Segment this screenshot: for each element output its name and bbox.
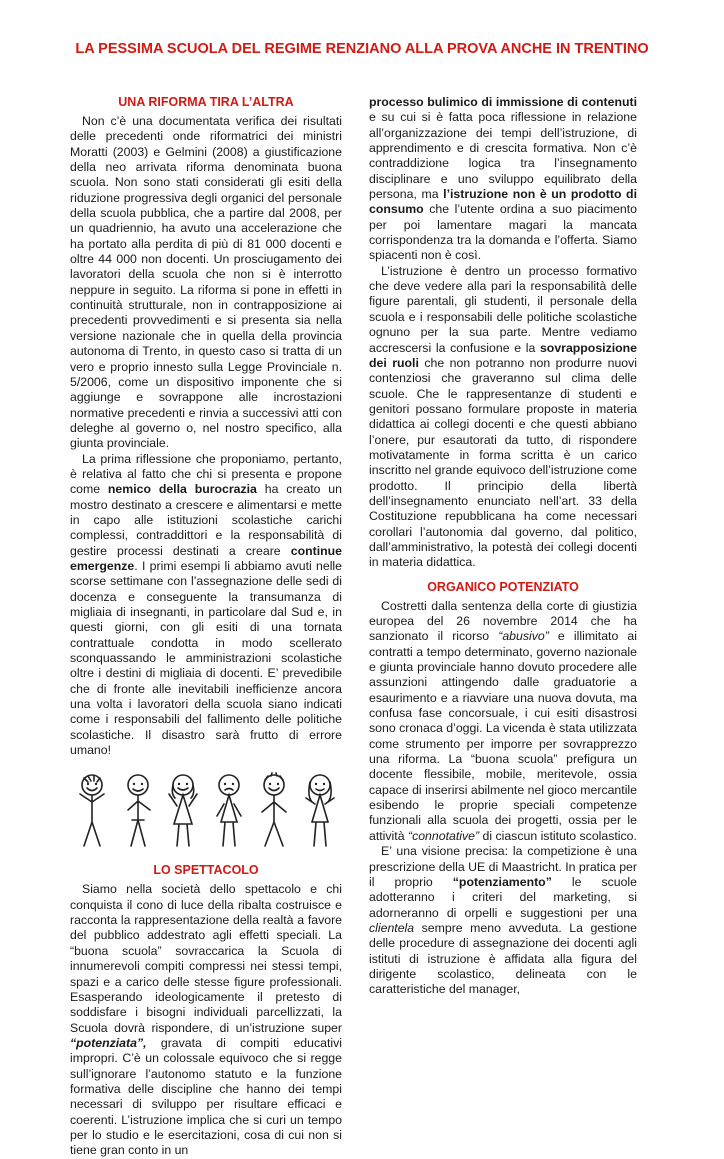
right-column xyxy=(369,95,637,998)
section-heading-riforma: UNA RIFORMA TIRA L’ALTRA xyxy=(118,95,294,109)
page-title: LA PESSIMA SCUOLA DEL REGIME RENZIANO ALLA PROVA ANCHE IN TRENTINO xyxy=(75,41,649,57)
kid-6 xyxy=(302,772,338,850)
kid-4 xyxy=(211,772,247,850)
kid-2 xyxy=(120,772,156,850)
stick-figure-children-icon xyxy=(70,772,342,852)
section-heading-spettacolo: LO SPETTACOLO xyxy=(153,863,259,878)
paragraph: La prima riflessione che proponiamo, pertanto, è relativa al fatto che chi si presenta e propone come nemico della burocrazia ha creato un mostro destinato a crescere e alimentarsi e mette in capo alle istituzioni scolastiche carichi complessi, contraddittori e la responsabilità di gestire processi destinati a creare continue emergenze. I primi esempi li abbiamo avuti nelle scorse settimane con l’assegnazione delle sedi di docenza e conseguente la transumanza di migliaia di insegnanti, in particolare dal Sud e, in questi giorni, con gli esiti di una tornata contrattuale condotta in modo scellerato sconquassando le amministrazioni scolastiche oltre i destini di migliaia di docenti. E’ prevedibile che di fronte alle inevitabili inefficienze ancora una volta i lavoratori della scuola siano indicati come i responsabili del fallimento delle politiche scolastiche. Il disastro sarà frutto di errore umano! xyxy=(70,451,342,758)
left-column xyxy=(70,94,342,1159)
kid-1 xyxy=(74,772,110,850)
section-heading-organico: ORGANICO POTENZIATO xyxy=(427,579,579,594)
kid-5 xyxy=(256,772,292,850)
paragraph: processo bulimico di immissione di contenuti e su cui si è fatta poca riflessione in relazione all’organizzazione dei tempi dell’istruzione, di apprendimento e di crescita formativa. Non c’è contraddizione logica tra l’insegnamento disciplinare e uno sviluppo equilibrato della persona, ma l’istruzione non è un prodotto di consumo che l’utente ordina a suo piacimento per poi lamentare magari la mancata corrispondenza tra la domanda e l’offerta. Siamo spiacenti non è così. xyxy=(369,95,637,263)
paragraph: Siamo nella società dello spettacolo e chi conquista il cono di luce della ribalta costruisce e racconta la rappresentazione della realtà a favore del pubblico addestrato agli effetti speciali. La “buona scuola” sovraccarica la Scuola di innumerevoli compiti compressi nei stessi tempi, spazi e a carico delle stesse figure professionali. Esasperando ideologicamente il pretesto di soddisfare i bisogni individuali parcellizzati, la Scuola dovrà rispondere, di un’istruzione super “potenziata”, gravata di compiti educativi impropri. C’è un colossale equivoco che si regge sull’ignorare l’autonomo statuto e la funzione formativa delle discipline che hanno dei tempi necessari di sviluppo per risultare efficaci e coerenti. L’istruzione implica che si curi un tempo per lo studio e le esercitazioni, cosa di cui non si tiene gran conto in un xyxy=(70,882,342,1158)
paragraph: E’ una visione precisa: la competizione è una prescrizione della UE di Maastricht. In pratica per il proprio “potenziamento” le scuole adotteranno i criteri del marketing, si adorneranno di orpelli e suggestioni per una clientela sempre meno avveduta. La gestione delle procedure di assegnazione dei docenti agli istituti di istruzione è affidata alla figura del dirigente scolastico, delineata con le caratteristiche del manager, xyxy=(369,844,637,997)
paragraph: L’istruzione è dentro un processo formativo che deve vedere alla pari la responsabilità delle figure parentali, gli studenti, il personale della scuola e i responsabili delle politiche scolastiche ognuno per la sua parte. Mentre vediamo accrescersi la confusione e la sovrapposizione dei ruoli che non potranno non produrre nuovi contenziosi che graveranno sul clima delle scuole. Che le rappresentanze di studenti e genitori possano formulare proposte in materia didattica ai collegi docenti e che questi abbiano l’onere, pur esautorati da tutto, di rispondere motivatamente in forma scritta è un carico inscritto nel grande equivoco dell’istruzione come prodotto. Il principio della libertà dell’insegnamento enunciato nell’art. 33 della Costituzione repubblicana ha come necessari corollari l’autonomia dal governo, dal politico, dall’amministrativo, la potestà dei collegi docenti in materia didattica. xyxy=(369,263,638,570)
paragraph: Non c’è una documentata verifica dei risultati delle precedenti onde riformatrici dei ministri Moratti (2003) e Gelmini (2008) a giustificazione della neo arrivata riforma denominata buona scuola. Non sono stati considerati gli esiti della riduzione progressiva degli organici del personale della scuola pubblica, che a partire dal 2008, per un quadriennio, ha avuto una accelerazione che ha portato alla perdita di più di 81 000 docenti e oltre 44 000 non docenti. Un prosciugamento dei lavoratori della scuola che non si è interrotto neppure in seguito. La riforma si pone in effetti in continuità strutturale, non in contrapposizione ai precedenti provvedimenti e si presenta sia nella versione nazionale che in quella della provincia autonoma di Trento, in questo caso si tratta di un vero e proprio innesto sulla Legge Provinciale n. 5/2006, come un dispositivo imponente che si aggiunge e sovrappone alle incrostazioni normative precedenti e rinvia a successivi atti con deleghe al governo o, nel nostro specifico, alla giunta provinciale. xyxy=(70,114,342,451)
paragraph: Costretti dalla sentenza della corte di giustizia europea del 26 novembre 2014 che ha sanzionato il ricorso “abusivo” e illimitato ai contratti a tempo determinato, governo nazionale e giunta provinciale hanno dovuto procedere alle assunzioni attingendo dalle graduatorie a esaurimento e a riavviare una nuova dovuta, ma confusa fase concorsuale, i cui esiti disastrosi sono cronaca d’oggi. La vicenda è stata utilizzata come strumento per imporre per sovrapprezzo una riforma. La “buona scuola” prefigura un docente flessibile, mobile, meritevole, ossia capace di inserirsi abilmente nel gioco mercantile esibendo le proprie speciali competenze funzionali alla scuola dei progetti, ossia per le attività “connotative” di ciascun istituto scolastico. xyxy=(369,598,637,843)
kid-3 xyxy=(165,772,201,850)
